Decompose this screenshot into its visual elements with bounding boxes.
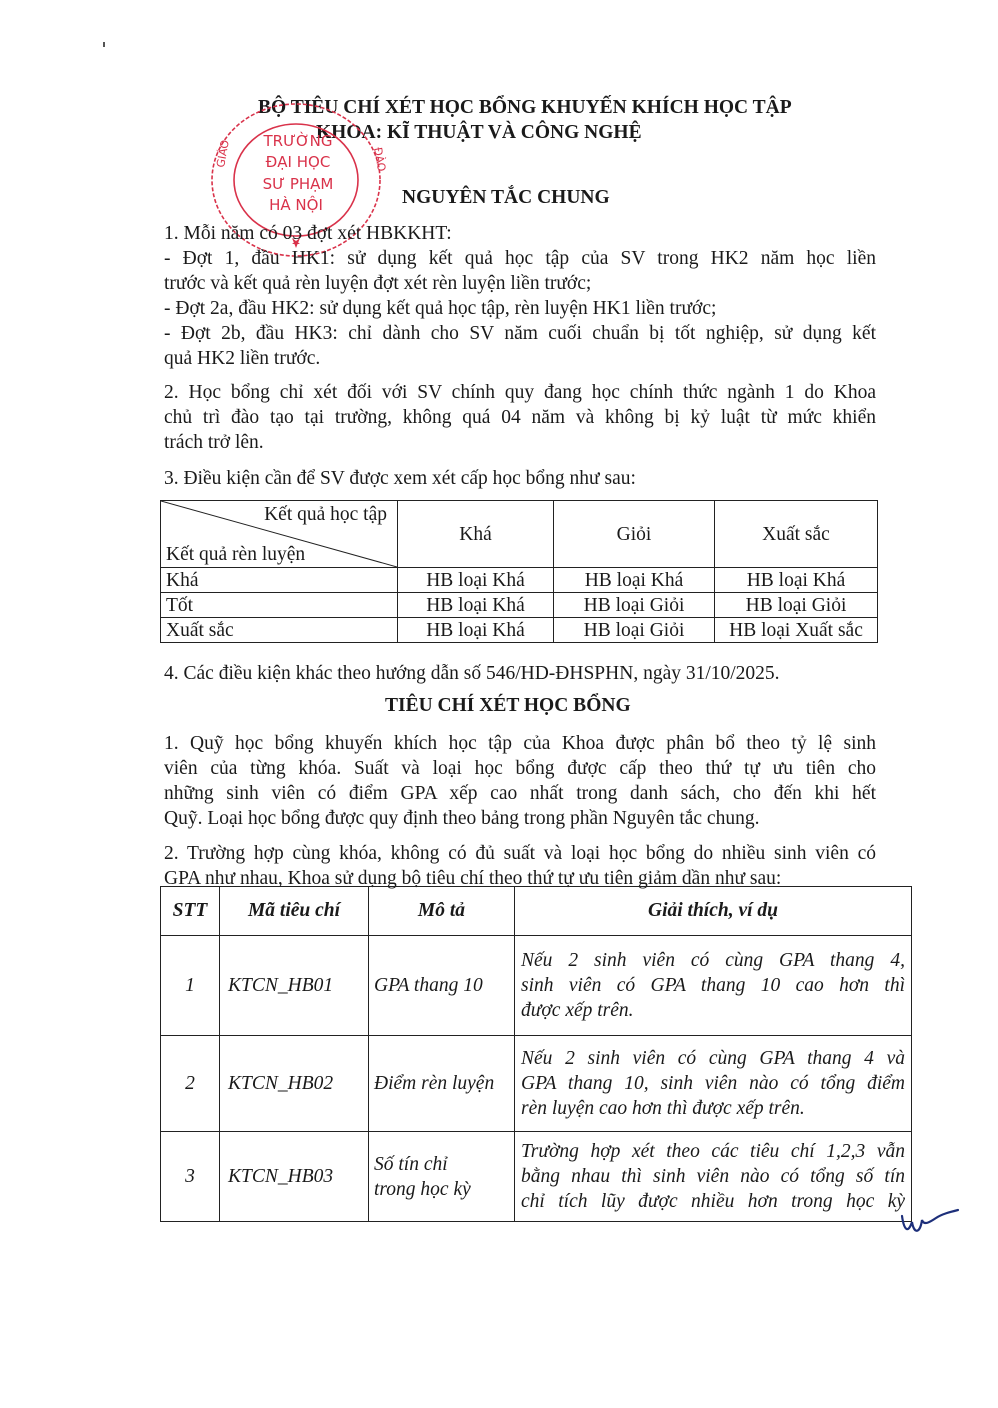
principle-1-line: trước và kết quả rèn luyện đợt xét rèn luyện liền trước; — [164, 273, 592, 294]
description-cell — [369, 1036, 515, 1132]
table-cell: HB loại Xuất sắc — [715, 618, 878, 643]
table-row — [161, 1132, 912, 1222]
explanation-line: Nếu 2 sinh viên có cùng GPA thang 4, — [521, 950, 905, 971]
table-header-row — [161, 501, 878, 568]
svg-text:ĐÀO: ĐÀO — [371, 146, 389, 173]
handwritten-initials — [896, 1204, 960, 1240]
seal-text-1: TRƯỜNG — [263, 132, 333, 150]
column-header: STT — [161, 887, 220, 936]
principle-1-line: quả HK2 liền trước. — [164, 348, 321, 369]
criteria-paragraph-line: những sinh viên có điểm GPA xếp cao nhất trong danh sách, cho đến khi hết — [164, 783, 876, 804]
stt-cell: 1 — [161, 936, 220, 1036]
table-cell: HB loại Khá — [398, 593, 554, 618]
column-header: Giải thích, ví dụ — [515, 887, 912, 936]
principle-1 — [164, 221, 876, 371]
principle-1-line: - Đợt 1, đầu HK1: sử dụng kết quả học tập của SV trong HK2 năm học liền — [164, 248, 876, 269]
row-label: Tốt — [161, 593, 398, 618]
table-cell: HB loại Giỏi — [715, 593, 878, 618]
explanation-cell — [515, 936, 912, 1036]
header-study-result: Kết quả học tập — [264, 504, 387, 525]
seal-text-3: SƯ PHẠM — [262, 175, 334, 193]
table-row — [161, 618, 878, 643]
criteria-paragraph-line: viên của từng khóa. Suất và loại học bổng được cấp theo thứ tự ưu tiên cho — [164, 758, 876, 779]
column-header: Khá — [398, 501, 554, 568]
section-general-title: NGUYÊN TẮC CHUNG — [402, 187, 610, 208]
principle-2-line: chủ trì đào tạo tại trường, không quá 04 năm và không bị kỷ luật từ mức khiển — [164, 407, 876, 428]
explanation-line: Trường hợp xét theo các tiêu chí 1,2,3 vẫn — [521, 1141, 905, 1162]
criteria-paragraph-1 — [164, 731, 876, 831]
code-cell: KTCN_HB01 — [220, 936, 369, 1036]
table-row — [161, 568, 878, 593]
description-cell — [369, 1132, 515, 1222]
principle-2-line: 2. Học bổng chỉ xét đối với SV chính quy đang học chính thức ngành 1 do Khoa — [164, 382, 876, 403]
table-header-row — [161, 887, 912, 936]
explanation-cell — [515, 1132, 912, 1222]
table-cell: HB loại Khá — [398, 618, 554, 643]
stt-cell: 2 — [161, 1036, 220, 1132]
explanation-line: GPA thang 10, sinh viên nào có tổng điểm — [521, 1073, 905, 1094]
description-line: Điểm rèn luyện — [374, 1073, 495, 1094]
scholarship-condition-table — [160, 500, 878, 643]
document-title: BỘ TIÊU CHÍ XÉT HỌC BỔNG KHUYẾN KHÍCH HỌC TẬP — [258, 97, 792, 118]
explanation-line: chỉ tích lũy được nhiều hơn trong học kỳ — [521, 1191, 905, 1212]
table-row — [161, 593, 878, 618]
criteria-paragraph-2 — [164, 841, 876, 891]
table-cell: HB loại Giỏi — [554, 618, 715, 643]
column-header: Giỏi — [554, 501, 715, 568]
principle-4: 4. Các điều kiện khác theo hướng dẫn số 546/HD-ĐHSPHN, ngày 31/10/2025. — [164, 663, 780, 684]
description-line: trong học kỳ — [374, 1178, 471, 1200]
principle-1-line: - Đợt 2a, đầu HK2: sử dụng kết quả học tập, rèn luyện HK1 liền trước; — [164, 298, 717, 319]
explanation-line: sinh viên có GPA thang 10 cao hơn thì — [521, 975, 905, 996]
seal-text-4: HÀ NỘI — [269, 196, 323, 214]
principle-3: 3. Điều kiện cần để SV được xem xét cấp học bổng như sau: — [164, 468, 636, 489]
explanation-line: Nếu 2 sinh viên có cùng GPA thang 4 và — [521, 1048, 905, 1069]
row-label: Xuất sắc — [161, 618, 398, 643]
svg-text:GIÁO: GIÁO — [214, 138, 232, 169]
criteria-paragraph-line: 2. Trường hợp cùng khóa, không có đủ suất và loại học bổng do nhiều sinh viên có — [164, 843, 876, 864]
description-line: Số tín chỉ — [374, 1153, 448, 1175]
table-cell: HB loại Giỏi — [554, 593, 715, 618]
criteria-paragraph-line: Quỹ. Loại học bổng được quy định theo bảng trong phần Nguyên tắc chung. — [164, 808, 760, 829]
code-cell: KTCN_HB02 — [220, 1036, 369, 1132]
header-training-result: Kết quả rèn luyện — [166, 544, 306, 565]
table-cell: HB loại Khá — [554, 568, 715, 593]
column-header: Mô tả — [369, 887, 515, 936]
explanation-line: bằng nhau thì sinh viên nào có tổng số tín — [521, 1166, 905, 1187]
table-cell: HB loại Khá — [398, 568, 554, 593]
scan-mark — [103, 42, 105, 47]
description-cell — [369, 936, 515, 1036]
criteria-table — [160, 886, 912, 1222]
description-line: GPA thang 10 — [374, 975, 483, 996]
principle-1-line: - Đợt 2b, đầu HK3: chỉ dành cho SV năm cuối chuẩn bị tốt nghiệp, sử dụng kết — [164, 323, 876, 344]
column-header: Xuất sắc — [715, 501, 878, 568]
seal-text-2: ĐẠI HỌC — [265, 153, 331, 171]
principle-2 — [164, 380, 876, 455]
principle-2-line: trách trở lên. — [164, 432, 264, 453]
table-row — [161, 936, 912, 1036]
row-label: Khá — [161, 568, 398, 593]
explanation-line: rèn luyện cao hơn thì được xếp trên. — [521, 1098, 805, 1119]
diagonal-header-cell — [161, 501, 398, 568]
code-cell: KTCN_HB03 — [220, 1132, 369, 1222]
principle-1-line: 1. Mỗi năm có 03 đợt xét HBKKHT: — [164, 223, 452, 244]
explanation-line: được xếp trên. — [521, 1000, 634, 1021]
stt-cell: 3 — [161, 1132, 220, 1222]
column-header: Mã tiêu chí — [220, 887, 369, 936]
section-criteria-title: TIÊU CHÍ XÉT HỌC BỔNG — [385, 695, 631, 716]
table-cell: HB loại Khá — [715, 568, 878, 593]
criteria-paragraph-line: 1. Quỹ học bổng khuyến khích học tập của Khoa được phân bổ theo tỷ lệ sinh — [164, 733, 876, 754]
criteria-paragraph-line: GPA như nhau, Khoa sử dụng bộ tiêu chí theo thứ tự ưu tiên giảm dần như sau: — [164, 868, 782, 889]
faculty-title: KHOA: KĨ THUẬT VÀ CÔNG NGHỆ — [316, 122, 642, 143]
table-row — [161, 1036, 912, 1132]
explanation-cell — [515, 1036, 912, 1132]
